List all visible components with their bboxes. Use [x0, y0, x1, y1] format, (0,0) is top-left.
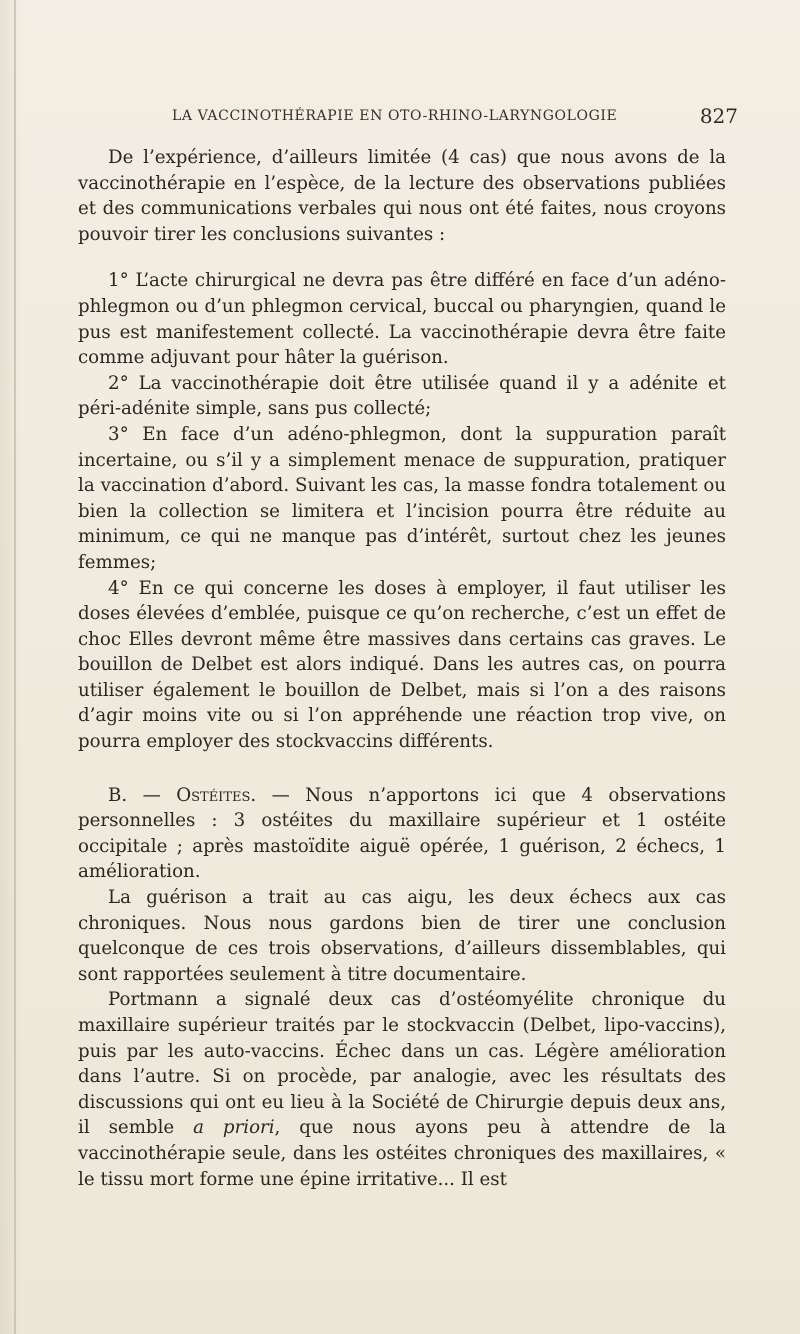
running-title: LA VACCINOTHÉRAPIE EN OTO-RHINO-LARYNGOLOGIE	[172, 108, 618, 124]
intro-paragraph: De l’expérience, d’ailleurs limitée (4 cas) que nous avons de la vaccinothérapie en l’espèce, de la lecture des observations publiées et des communications verbales qui nous ont été faites, nous croyons pouvoir tirer les conclusions suivantes :	[78, 147, 726, 245]
portmann-paragraph	[78, 987, 726, 1192]
page-edge-shadow	[14, 0, 16, 1334]
a-priori-italic: a priori	[193, 1117, 275, 1139]
osteites-section-paragraph	[78, 783, 726, 885]
running-head	[172, 104, 738, 132]
section-letter: B. —	[108, 784, 177, 806]
portmann-text-end: , que nous ayons peu à attendre de la vaccinothérapie seule, dans les ostéites chroniques des maxillaires, « le tissu mort forme une épine irritative... Il est	[78, 1117, 726, 1190]
conclusion-1-paragraph: 1° L’acte chirurgical ne devra pas être différé en face d’un adéno-phlegmon ou d’un phlegmon cervical, buccal ou pharyngien, quand le pus est manifestement collecté. La vaccinothérapie devra être faite comme adjuvant pour hâter la guérison.	[78, 270, 726, 369]
section-heading: Ostéites.	[176, 784, 257, 806]
conclusion-3-paragraph: 3° En face d’un adéno-phlegmon, dont la suppuration paraît incertaine, ou s’il y a simplement menace de suppuration, pratiquer la vaccination d’abord. Suivant les cas, la masse fondra totalement ou bien la collection se limitera et l’incision pourra être réduite au minimum, ce qui ne manque pas d’intérêt, surtout chez les jeunes femmes;	[78, 423, 726, 573]
section-text: — Nous n’apportons ici que 4 observations personnelles : 3 ostéites du maxillaire supérieur et 1 ostéite occipitale ; après mastoïdite aiguë opérée, 1 guérison, 2 échecs, 1 amélioration.	[78, 784, 726, 883]
page-number: 827	[699, 104, 738, 128]
portmann-text-start: Portmann a signalé deux cas d’ostéomyélite chronique du maxillaire supérieur traités par le stockvaccin (Delbet, lipo-vaccins), puis par les auto-vaccins. Échec dans un cas. Légère amélioration dans l’autre. Si on procède, par analogie, avec les résultats des discussions qui ont eu lieu à la Société de Chirurgie depuis deux ans, il semble	[78, 989, 726, 1139]
conclusion-4-paragraph: 4° En ce qui concerne les doses à employer, il faut utiliser les doses élevées d’emblée, puisque ce qu’on recherche, c’est un effet de choc Elles devront même être massives dans certains cas graves. Le bouillon de Delbet est alors indiqué. Dans les autres cas, on pourra utiliser également le bouillon de Delbet, mais si l’on a des raisons d’agir moins vite ou si l’on appréhende une réaction trop vive, on pourra employer des stockvaccins différents.	[78, 577, 726, 753]
conclusion-2-paragraph: 2° La vaccinothérapie doit être utilisée quand il y a adénite et péri-adénite simple, sans pus collecté;	[78, 372, 726, 420]
body-text	[78, 145, 726, 1192]
healing-paragraph: La guérison a trait au cas aigu, les deux échecs aux cas chroniques. Nous nous gardons bien de tirer une conclusion quelconque de ces trois observations, d’ailleurs dissemblables, qui sont rapportées seulement à titre documentaire.	[78, 887, 726, 985]
